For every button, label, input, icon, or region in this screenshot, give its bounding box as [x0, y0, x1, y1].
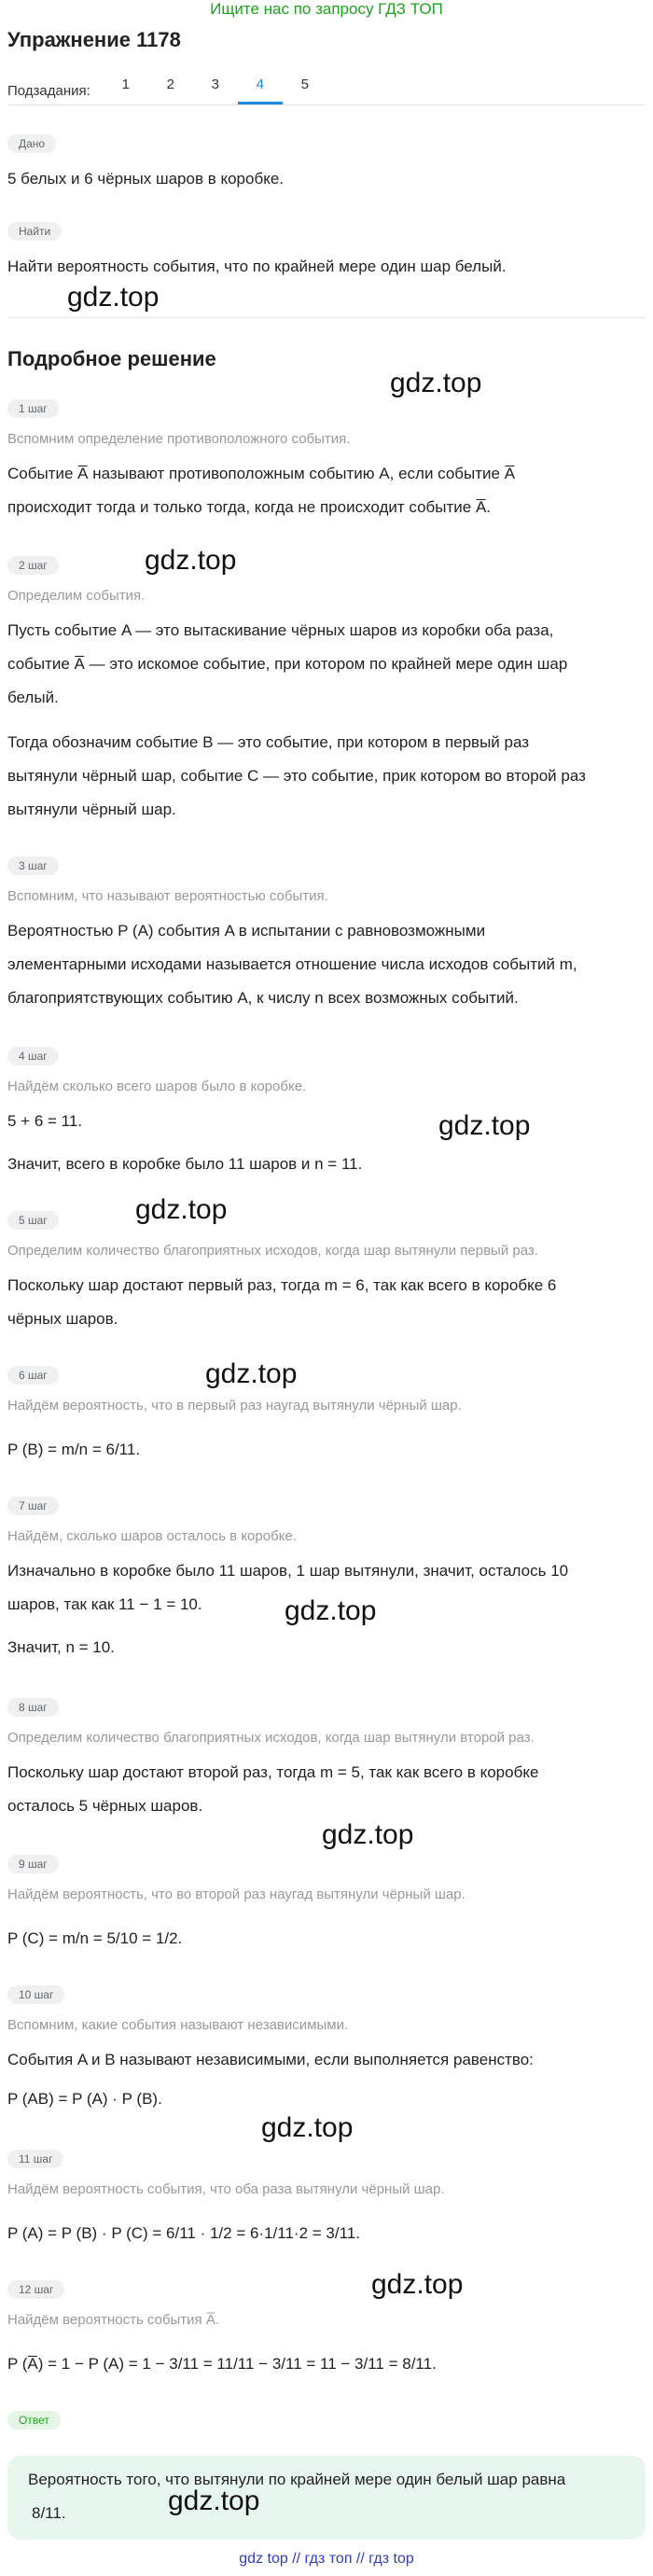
step-tag: 3 шаг	[7, 856, 59, 875]
watermark: gdz.top	[438, 1110, 531, 1141]
find-text: Найти вероятность события, что по крайней мере один шар белый.	[7, 258, 507, 275]
step-hint: Вспомним, что называют вероятностью события.	[7, 888, 328, 904]
step-line: шаров, так как 11 − 1 = 10.	[7, 1595, 202, 1613]
page-title: Упражнение 1178	[7, 28, 181, 51]
step-line: Поскольку шар достают второй раз, тогда m = 5, так как всего в коробке	[7, 1763, 539, 1781]
given-text: 5 белых и 6 чёрных шаров в коробке.	[7, 170, 285, 188]
step-hint: Определим количество благоприятных исходов, когда шар вытянули первый раз.	[7, 1243, 538, 1259]
solution-title: Подробное решение	[7, 347, 216, 370]
step-line: событие A̅ — это искомое событие, при котором по крайней мере один шар	[7, 655, 568, 673]
divider	[7, 317, 646, 318]
watermark: gdz.top	[67, 282, 160, 313]
step-tag: 4 шаг	[7, 1047, 59, 1065]
answer-value: 8/11.	[32, 2504, 66, 2522]
subtasks-label: Подзадания:	[7, 82, 90, 99]
tab-3[interactable]: 3	[211, 77, 219, 92]
watermark: gdz.top	[135, 1194, 228, 1225]
subtask-tabs	[7, 77, 327, 104]
step-line: осталось 5 чёрных шаров.	[7, 1797, 203, 1815]
step-line: P (C) = m/n = 5/10 = 1/2.	[7, 1929, 183, 1947]
step-line: Значит, n = 10.	[7, 1638, 115, 1656]
step-tag: 2 шаг	[7, 556, 59, 575]
step-hint: Вспомним, какие события называют независимыми.	[7, 2017, 349, 2033]
watermark: gdz.top	[261, 2112, 354, 2143]
step-tag: 1 шаг	[7, 399, 59, 418]
step-line: P (B) = m/n = 6/11.	[7, 1441, 141, 1458]
step-hint: Определим события.	[7, 588, 146, 604]
step-hint: Найдём вероятность события, что оба раза вытянули чёрный шар.	[7, 2181, 445, 2197]
step-line: P (A̅) = 1 − P (A) = 1 − 3/11 = 11/11 − 3/11 = 11 − 3/11 = 8/11.	[7, 2355, 437, 2373]
watermark: gdz.top	[390, 368, 482, 398]
watermark: gdz.top	[285, 1595, 377, 1626]
step-tag: 7 шаг	[7, 1497, 59, 1515]
watermark: gdz.top	[371, 2269, 464, 2300]
step-line: Изначально в коробке было 11 шаров, 1 шар вытянули, значит, осталось 10	[7, 1562, 569, 1580]
step-hint: Определим количество благоприятных исходов, когда шар вытянули второй раз.	[7, 1730, 535, 1746]
watermark: gdz.top	[205, 1358, 298, 1389]
step-tag: 8 шаг	[7, 1698, 59, 1717]
step-line: элементарными исходами называется отношение числа исходов событий m,	[7, 955, 577, 973]
given-tag: Дано	[7, 134, 56, 153]
step-tag: 10 шаг	[7, 1985, 64, 2004]
footer-links[interactable]: gdz top // гдз топ // гдз top	[239, 2551, 414, 2567]
watermark: gdz.top	[145, 545, 237, 576]
step-line: 5 + 6 = 11.	[7, 1112, 83, 1130]
step-tag: 12 шаг	[7, 2280, 64, 2299]
step-line: События A и B называют независимыми, если выполняется равенство:	[7, 2051, 534, 2068]
step-tag: 6 шаг	[7, 1366, 59, 1385]
step-line: P (A) = P (B) · P (C) = 6/11 · 1/2 = 6·1/11·2 = 3/11.	[7, 2224, 360, 2242]
step-hint: Найдём вероятность, что во второй раз наугад вытянули чёрный шар.	[7, 1887, 465, 1902]
step-hint: Найдём сколько всего шаров было в коробке.	[7, 1079, 307, 1094]
tab-4[interactable]: 4	[238, 77, 283, 104]
step-line: Тогда обозначим событие B — это событие, при котором в первый раз	[7, 733, 530, 751]
tab-1[interactable]: 1	[121, 77, 130, 92]
top-banner[interactable]: Ищите нас по запросу ГДЗ ТОП	[210, 0, 443, 18]
step-line: чёрных шаров.	[7, 1310, 118, 1328]
watermark: gdz.top	[322, 1819, 414, 1850]
step-line: белый.	[7, 689, 59, 706]
step-line: вытянули чёрный шар.	[7, 801, 176, 818]
step-line: Событие A̅ называют противоположным событию A, если событие A̅	[7, 465, 516, 482]
step-line: Значит, всего в коробке было 11 шаров и n = 11.	[7, 1155, 363, 1173]
step-line: Пусть событие A — это вытаскивание чёрных шаров из коробки оба раза,	[7, 621, 554, 639]
step-hint: Найдём, сколько шаров осталось в коробке.	[7, 1528, 297, 1544]
divider	[7, 104, 646, 105]
step-hint: Вспомним определение противоположного события.	[7, 431, 351, 447]
step-line: происходит тогда и только тогда, когда не происходит событие A̅.	[7, 498, 492, 516]
step-tag: 5 шаг	[7, 1211, 59, 1230]
step-tag: 11 шаг	[7, 2150, 63, 2168]
step-line: Вероятностью P (A) события A в испытании с равновозможными	[7, 922, 486, 940]
answer-text: Вероятность того, что вытянули по крайней мере один белый шар равна	[28, 2471, 566, 2488]
step-line: P (AB) = P (A) · P (B).	[7, 2090, 162, 2108]
watermark: gdz.top	[168, 2485, 260, 2516]
step-line: Поскольку шар достают первый раз, тогда m = 6, так как всего в коробке 6	[7, 1276, 557, 1294]
find-tag: Найти	[7, 222, 62, 241]
step-hint: Найдём вероятность события A̅.	[7, 2312, 220, 2328]
tab-5[interactable]: 5	[300, 77, 309, 92]
answer-tag: Ответ	[7, 2411, 61, 2430]
step-line: благоприятствующих событию A, к числу n всех возможных событий.	[7, 989, 519, 1007]
step-tag: 9 шаг	[7, 1855, 59, 1873]
step-line: вытянули чёрный шар, событие C — это событие, прик котором во второй раз	[7, 767, 586, 785]
tab-2[interactable]: 2	[166, 77, 174, 92]
step-hint: Найдём вероятность, что в первый раз наугад вытянули чёрный шар.	[7, 1398, 462, 1413]
